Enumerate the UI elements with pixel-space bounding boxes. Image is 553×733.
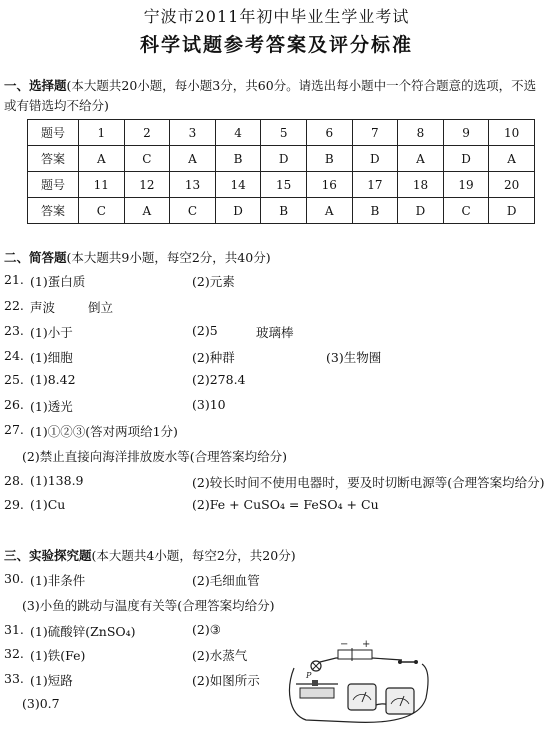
- section1-heading: 一、选择题: [4, 78, 67, 93]
- answer-part-3: (3)生物圈: [326, 350, 382, 365]
- switch-icon: [398, 660, 418, 664]
- question-number-cell: 10: [489, 120, 535, 146]
- answer-cell: D: [398, 198, 444, 224]
- answer-cell: D: [443, 146, 489, 172]
- voltmeter-icon: [386, 688, 414, 714]
- answer-number: 29.: [4, 497, 24, 512]
- answer-cell: B: [352, 198, 398, 224]
- answer-cell: D: [261, 146, 307, 172]
- section3-intro: [4, 546, 296, 564]
- answer-number: 32.: [4, 646, 24, 661]
- question-number-cell: 4: [215, 120, 261, 146]
- answer-number: 31.: [4, 622, 24, 637]
- answer-cell: C: [79, 198, 125, 224]
- question-number-cell: 12: [124, 172, 170, 198]
- answer-part-1: (1)短路: [30, 673, 73, 688]
- question-number-cell: 13: [170, 172, 216, 198]
- battery-icon: [338, 639, 372, 661]
- answer-part-1: (3)0.7: [22, 696, 60, 711]
- answer-part-2: (3)10: [192, 397, 226, 412]
- table-row-answer-11-20: [28, 198, 535, 224]
- answer-part-2: (2)如图所示: [192, 673, 260, 688]
- answer-cell: A: [489, 146, 535, 172]
- exam-title: 宁波市2011年初中毕业生学业考试: [143, 7, 410, 26]
- section2-desc: (本大题共9小题，每空2分，共40分): [66, 250, 271, 265]
- answer-cell: C: [443, 198, 489, 224]
- answer-part-1: (1)硫酸锌(ZnSO₄): [30, 624, 136, 639]
- answer-number: 25.: [4, 372, 24, 387]
- answer-cell: B: [215, 146, 261, 172]
- answer-number: 24.: [4, 348, 24, 363]
- answer-part-1: (1)透光: [30, 399, 73, 414]
- ammeter-icon: [348, 684, 376, 710]
- question-number-cell: 16: [306, 172, 352, 198]
- answer-part-2: (2)Fe + CuSO₄ = FeSO₄ + Cu: [192, 497, 379, 512]
- answer-number: 30.: [4, 571, 24, 586]
- question-number-cell: 14: [215, 172, 261, 198]
- answer-cell: B: [261, 198, 307, 224]
- question-number-cell: 1: [79, 120, 125, 146]
- question-number-cell: 3: [170, 120, 216, 146]
- question-number-cell: 18: [398, 172, 444, 198]
- answer-part-2: (2)278.4: [192, 372, 246, 387]
- answer-cell: A: [79, 146, 125, 172]
- question-number-cell: 19: [443, 172, 489, 198]
- answer-cell: A: [170, 146, 216, 172]
- answer-part-1: (1)Cu: [30, 497, 66, 512]
- question-number-cell: 2: [124, 120, 170, 146]
- section1-desc-line1: (本大题共20小题，每小题3分，共60分。请选出每小题中一个符合题意的选项，不选: [66, 78, 537, 93]
- row-label-answer: 答案: [28, 146, 79, 172]
- table-row-question-1-10: [28, 120, 535, 146]
- answer-number: 27.: [4, 422, 24, 437]
- answer-part-1: (1)铁(Fe): [30, 648, 86, 663]
- question-number-cell: 17: [352, 172, 398, 198]
- answer-part-1: 声波: [30, 300, 56, 315]
- answer-cell: C: [170, 198, 216, 224]
- circuit-diagram: [282, 638, 432, 728]
- answer-cell: A: [398, 146, 444, 172]
- answer-number: 22.: [4, 298, 24, 313]
- battery-plus-label: +: [362, 639, 371, 650]
- lamp-icon: [311, 661, 321, 671]
- question-number-cell: 7: [352, 120, 398, 146]
- answer-part-1: (3)小鱼的跳动与温度有关等(合理答案均给分): [22, 598, 275, 613]
- answer-cell: A: [306, 198, 352, 224]
- table-row-question-11-20: [28, 172, 535, 198]
- answer-part-2: (2)水蒸气: [192, 648, 248, 663]
- section3-desc: (本大题共4小题，每空2分，共20分): [91, 548, 296, 563]
- slider-label: P: [306, 671, 312, 680]
- answer-part-2: (2)毛细血管: [192, 573, 260, 588]
- answer-part-1: (1)8.42: [30, 372, 76, 387]
- answer-part-1: (1)蛋白质: [30, 274, 86, 289]
- answer-number: 23.: [4, 323, 24, 338]
- answer-part-1: (1)非条件: [30, 573, 86, 588]
- answer-part-1: (1)①②③(答对两项给1分): [30, 424, 178, 439]
- question-number-cell: 5: [261, 120, 307, 146]
- answer-cell: D: [489, 198, 535, 224]
- answer-part-3: 玻璃棒: [256, 325, 294, 340]
- answer-number: 28.: [4, 473, 24, 488]
- answer-number: 21.: [4, 272, 24, 287]
- answer-part-1: (1)小于: [30, 325, 73, 340]
- answer-part-2: (2)5: [192, 323, 218, 338]
- question-number-cell: 11: [79, 172, 125, 198]
- question-number-cell: 20: [489, 172, 535, 198]
- section1-desc-line2: 或有错选均不给分): [4, 98, 109, 113]
- answer-key-title: 科学试题参考答案及评分标准: [139, 34, 413, 56]
- question-number-cell: 8: [398, 120, 444, 146]
- answer-cell: C: [124, 146, 170, 172]
- answer-part-2: (2)种群: [192, 350, 235, 365]
- row-label-answer: 答案: [28, 198, 79, 224]
- section2-intro: [4, 248, 271, 266]
- question-number-cell: 6: [306, 120, 352, 146]
- rheostat-icon: [296, 671, 338, 698]
- answer-cell: D: [215, 198, 261, 224]
- multiple-choice-answer-table: [27, 119, 535, 224]
- question-number-cell: 15: [261, 172, 307, 198]
- answer-part-2: 倒立: [88, 300, 114, 315]
- answer-number: 33.: [4, 671, 24, 686]
- question-number-cell: 9: [443, 120, 489, 146]
- answer-number: 26.: [4, 397, 24, 412]
- section2-heading: 二、简答题: [4, 250, 67, 265]
- table-row-answer-1-10: [28, 146, 535, 172]
- answer-part-1: (2)禁止直接向海洋排放废水等(合理答案均给分): [22, 449, 287, 464]
- answer-part-2: (2)较长时间不使用电器时，要及时切断电源等(合理答案均给分): [192, 475, 545, 490]
- answer-cell: A: [124, 198, 170, 224]
- section1-intro: [4, 76, 549, 96]
- answer-part-1: (1)细胞: [30, 350, 73, 365]
- battery-minus-label: −: [340, 639, 349, 650]
- answer-cell: B: [306, 146, 352, 172]
- section3-heading: 三、实验探究题: [4, 548, 92, 563]
- answer-part-2: (2)③: [192, 622, 221, 637]
- answer-part-1: (1)138.9: [30, 473, 84, 488]
- row-label-question: 题号: [28, 120, 79, 146]
- answer-part-2: (2)元素: [192, 274, 235, 289]
- row-label-question: 题号: [28, 172, 79, 198]
- answer-cell: D: [352, 146, 398, 172]
